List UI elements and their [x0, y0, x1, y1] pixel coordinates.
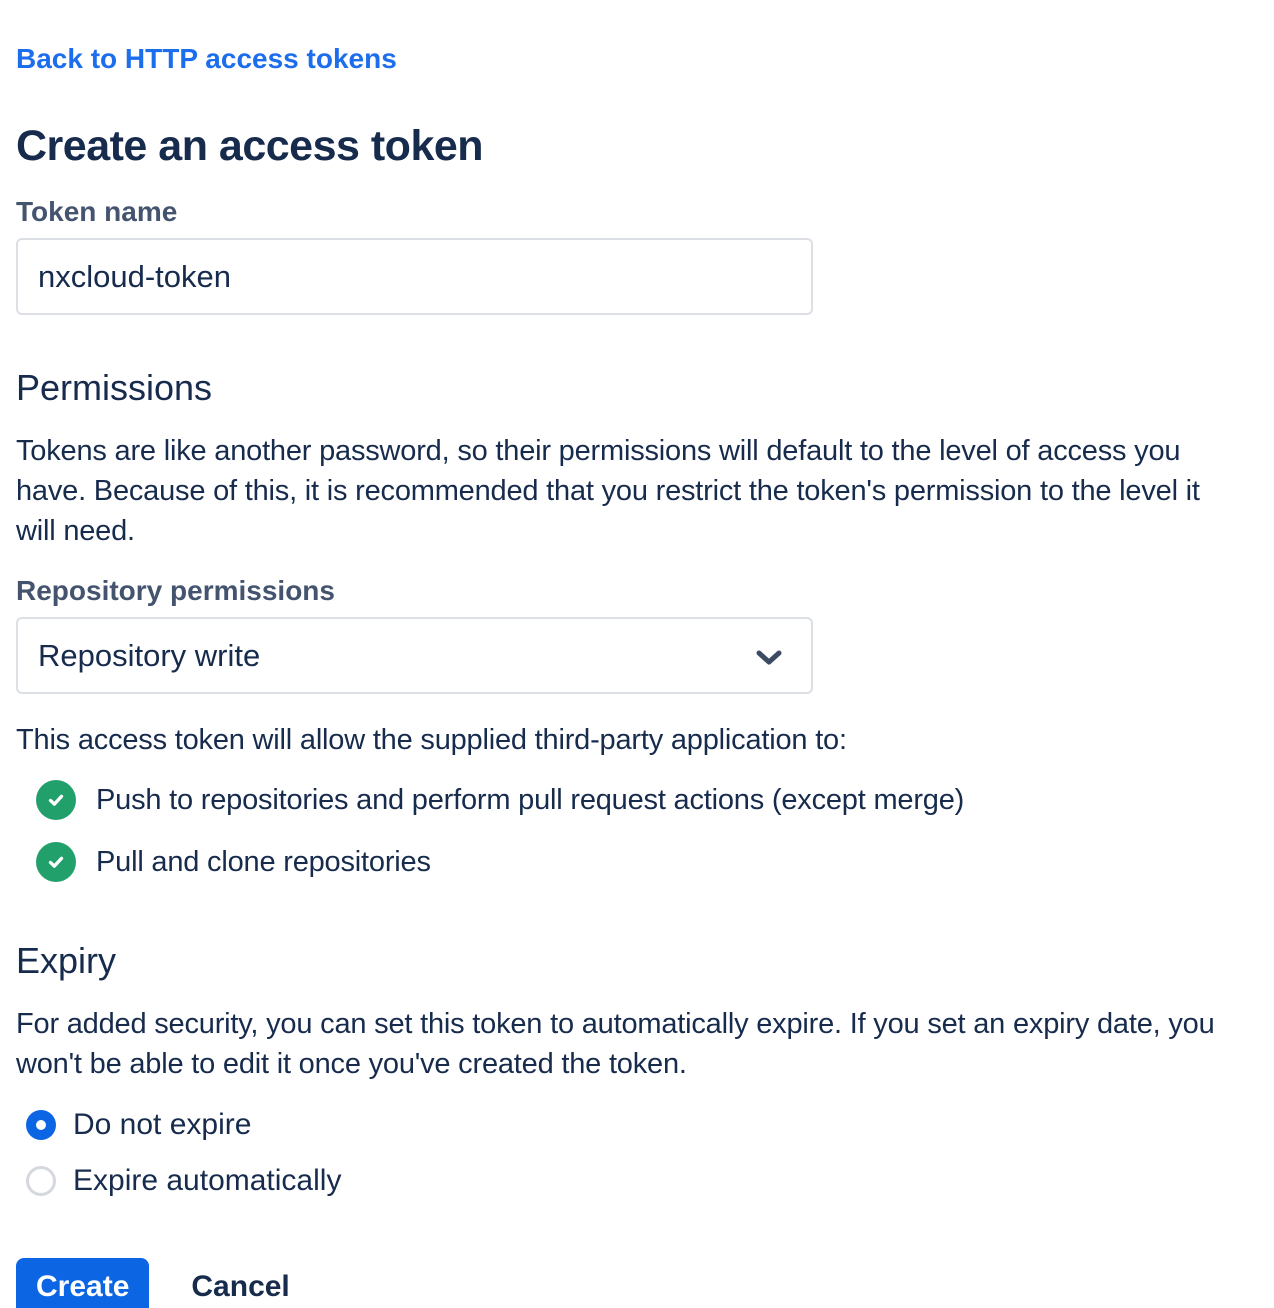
capability-item: [36, 780, 1258, 820]
capability-label: Pull and clone repositories: [96, 846, 431, 878]
token-name-label: Token name: [16, 196, 178, 227]
repository-permissions-value: Repository write: [38, 637, 261, 673]
expiry-description: For added security, you can set this token to automatically expire. If you set an expiry date, you won't be able to edit it once you've created the token.: [16, 1008, 1215, 1080]
repository-permissions-label: Repository permissions: [16, 575, 335, 606]
radio-unselected-icon[interactable]: [26, 1166, 56, 1196]
form-actions: [16, 1258, 1258, 1308]
repository-permissions-select[interactable]: [16, 617, 813, 694]
back-to-http-access-tokens-link[interactable]: Back to HTTP access tokens: [16, 43, 397, 74]
permissions-description: Tokens are like another password, so their permissions will default to the level of access you have. Because of this, it is recommended that you restrict the token's permission to the level it will need.: [16, 435, 1200, 547]
allow-intro-text: This access token will allow the supplied third-party application to:: [16, 724, 847, 756]
capability-item: [36, 842, 1258, 882]
page-title: Create an access token: [16, 122, 484, 170]
cancel-button[interactable]: Cancel: [191, 1270, 290, 1303]
expiry-heading: Expiry: [16, 940, 117, 981]
radio-do-not-expire[interactable]: [26, 1106, 1258, 1144]
radio-expire-automatically[interactable]: [26, 1162, 1258, 1200]
chevron-down-icon: [755, 649, 783, 667]
radio-do-not-expire-label: Do not expire: [73, 1108, 252, 1141]
radio-expire-automatically-label: Expire automatically: [73, 1164, 342, 1197]
capability-label: Push to repositories and perform pull request actions (except merge): [96, 784, 965, 816]
check-icon: [36, 842, 76, 882]
permissions-heading: Permissions: [16, 367, 213, 408]
check-icon: [36, 780, 76, 820]
create-button[interactable]: Create: [16, 1258, 149, 1308]
token-name-input[interactable]: [16, 238, 813, 315]
radio-selected-icon[interactable]: [26, 1110, 56, 1140]
